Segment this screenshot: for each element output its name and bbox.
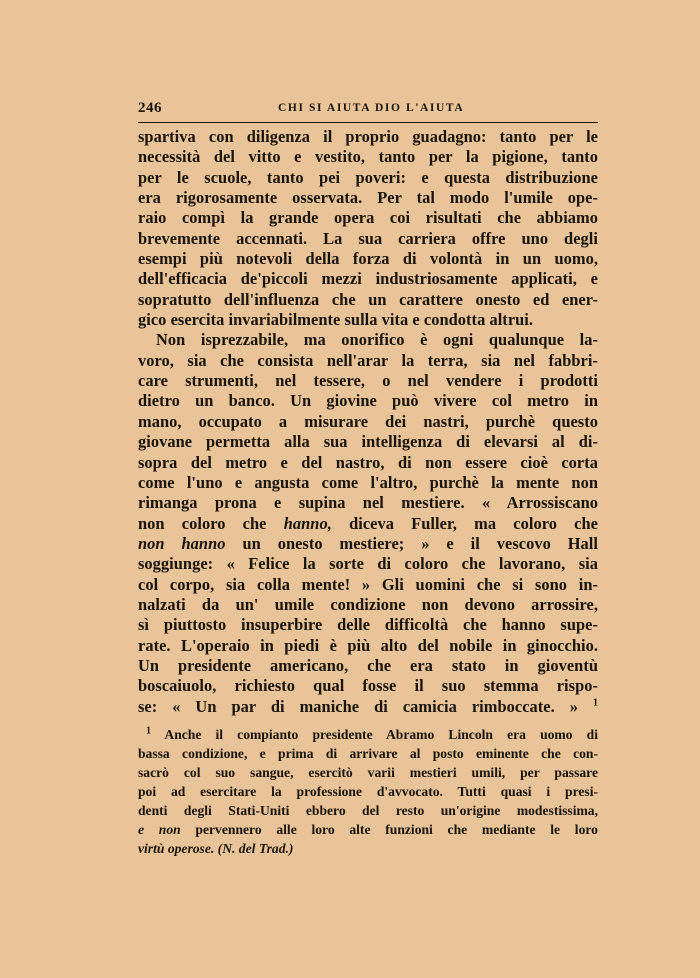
text-line: per le scuole, tanto pei poveri: e questa distribuzione bbox=[138, 167, 598, 187]
running-title: CHI SI AIUTA DIO L'AIUTA bbox=[278, 102, 465, 114]
footnote-separator bbox=[138, 717, 598, 725]
text-line: necessità del vitto e vestito, tanto per la pigione, tanto bbox=[138, 147, 598, 167]
text-line: raio compì la grande opera coi risultati che abbiamo bbox=[138, 208, 598, 228]
footnote bbox=[138, 725, 598, 858]
text-line: nalzati da un' umile condizione non devono arrossire, bbox=[138, 594, 598, 614]
text-line: sì piuttosto insuperbire delle difficoltà che hanno supe- bbox=[138, 615, 598, 635]
text-line: care strumenti, nel tessere, o nel vendere i prodotti bbox=[138, 371, 598, 391]
text-line bbox=[138, 534, 598, 554]
footnote-line bbox=[138, 725, 598, 744]
italic-text: non hanno bbox=[138, 533, 226, 553]
text-segment: un onesto mestiere; » e il vescovo Hall bbox=[242, 533, 598, 553]
body-text bbox=[138, 127, 598, 717]
text-line: soggiunge: « Felice la sorte di coloro che lavorano, sia bbox=[138, 554, 598, 574]
text-line: boscaiuolo, richiesto qual fosse il suo stemma rispo- bbox=[138, 676, 598, 696]
text-line: rimanga prona e supina nel mestiere. « Arrossiscano bbox=[138, 493, 598, 513]
footnote-line: sacrò col suo sangue, esercitò varii mestieri umili, per passare bbox=[138, 764, 598, 780]
text-segment: diceva Fuller, ma coloro che bbox=[349, 513, 598, 533]
text-line: sopra del metro e del nastro, di non essere cioè corta bbox=[138, 452, 598, 472]
text-line bbox=[138, 697, 598, 717]
header-rule bbox=[138, 122, 598, 123]
text-line bbox=[138, 514, 598, 534]
footnote-number: 1 bbox=[146, 725, 151, 737]
text-line: sopratutto dell'influenza che un carattere onesto ed ener- bbox=[138, 289, 598, 309]
text-line: rate. L'operaio in piedi è più alto del nobile in ginocchio. bbox=[138, 635, 598, 655]
text-line: Un presidente americano, che era stato in gioventù bbox=[138, 655, 598, 675]
text-line: Non isprezzabile, ma onorifico è ogni qualunque la- bbox=[156, 330, 598, 350]
text-line: giovane permetta alla sua intelligenza di elevarsi al di- bbox=[138, 432, 598, 452]
text-segment: non coloro che bbox=[138, 513, 267, 533]
text-line: mano, occupato a misurare dei nastri, purchè questo bbox=[138, 411, 598, 431]
text-line: come l'uno e angusta come l'altro, purchè la mente non bbox=[138, 472, 598, 492]
text-segment: Anche il compianto presidente Abramo Lincoln era uomo di bbox=[164, 726, 598, 742]
text-line: era rigorosamente osservata. Per tal modo l'umile ope- bbox=[138, 188, 598, 208]
footnote-line bbox=[138, 839, 598, 858]
text-line: dietro un banco. Un giovine può vivere col metro in bbox=[138, 391, 598, 411]
footnote-line: bassa condizione, e prima di arrivare al posto eminente che con- bbox=[138, 745, 598, 761]
text-segment: se: « Un par di maniche di camicia rimboccate. » bbox=[138, 696, 578, 716]
text-line: gico esercita invariabilmente sulla vita e condotta altrui. bbox=[138, 310, 534, 330]
text-line: dell'efficacia de'piccoli mezzi industriosamente applicati, e bbox=[138, 269, 598, 289]
text-line: voro, sia che consista nell'arar la terra, sia nel fabbri- bbox=[138, 350, 598, 370]
page-header bbox=[138, 98, 598, 120]
footnote-line bbox=[138, 820, 598, 839]
text-line: esempi più notevoli della forza di volontà in un uomo, bbox=[138, 249, 598, 269]
text-line: brevemente accennati. La sua carriera offre uno degli bbox=[138, 228, 598, 248]
book-page bbox=[138, 98, 598, 858]
footnote-line: denti degli Stati-Uniti ebbero del resto un'origine modestissima, bbox=[138, 802, 598, 818]
text-line: spartiva con diligenza il proprio guadagno: tanto per le bbox=[138, 127, 598, 146]
italic-text: e non bbox=[138, 821, 181, 837]
text-line: col corpo, sia colla mente! » Gli uomini che si sono in- bbox=[138, 574, 598, 594]
footnote-marker: 1 bbox=[592, 697, 598, 709]
italic-text: hanno, bbox=[283, 513, 332, 533]
footnote-line: poi ad esercitare la professione d'avvocato. Tutti quasi i presi- bbox=[138, 783, 598, 799]
page-number: 246 bbox=[138, 100, 162, 116]
italic-text: virtù operose. (N. del Trad.) bbox=[138, 840, 294, 856]
text-segment: pervennero alle loro alte funzioni che mediante le loro bbox=[195, 821, 598, 837]
